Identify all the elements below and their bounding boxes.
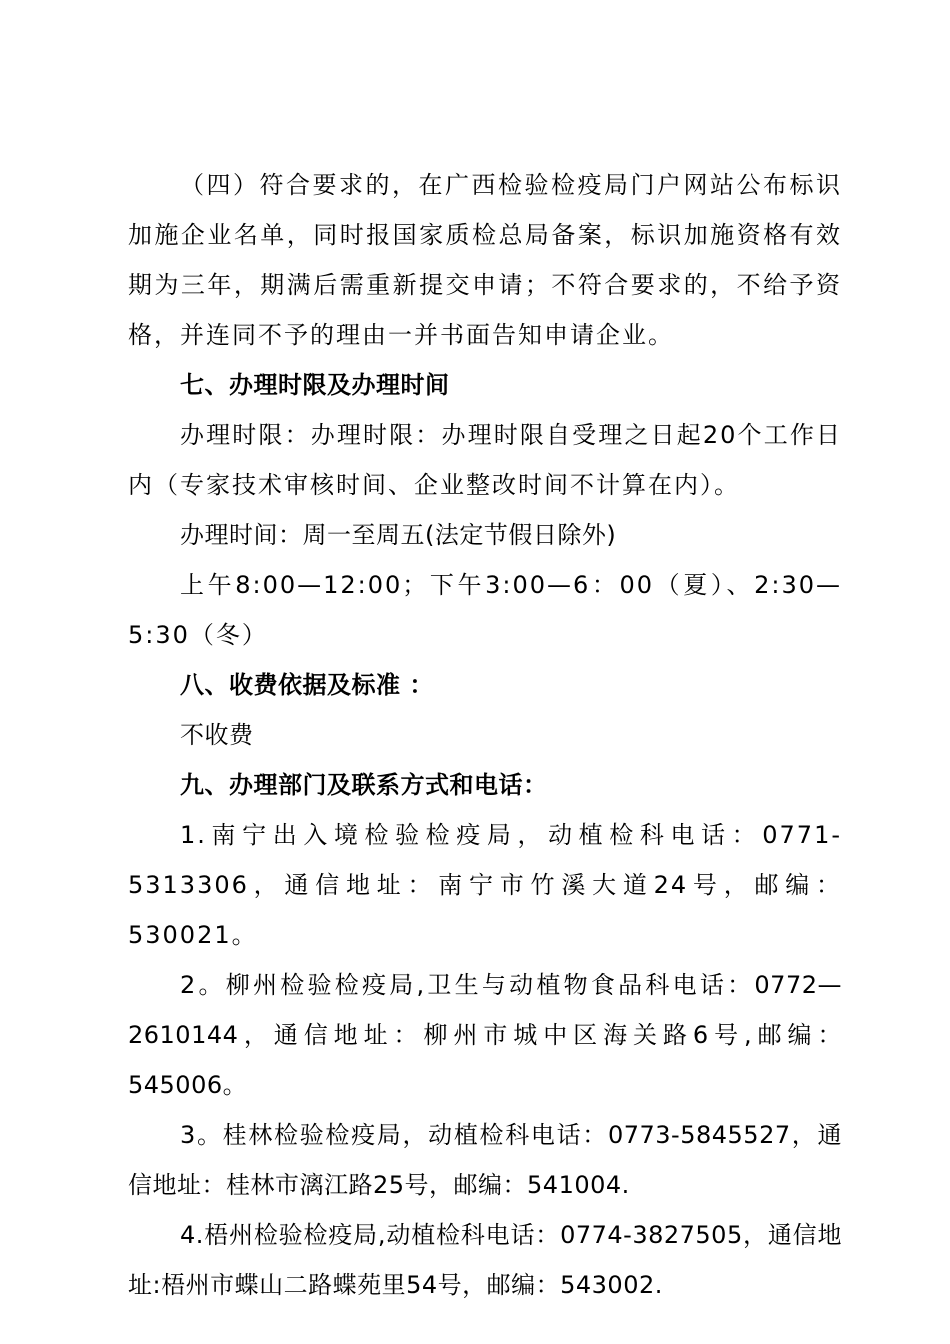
contact-item-nanning: 1.南宁出入境检验检疫局，动植检科电话：0771-5313306，通信地址：南宁市竹溪大道24号，邮编：530021。 (128, 821, 842, 949)
section-heading-contacts: 九、办理部门及联系方式和电话： (180, 771, 548, 799)
paragraph-qualification-result: （四）符合要求的，在广西检验检疫局门户网站公布标识加施企业名单，同时报国家质检总局备案，标识加施资格有效期为三年，期满后需重新提交申请；不符合要求的，不给予资格，并连同不予的理由一并书面告知申请企业。 (128, 171, 842, 349)
contact-item-liuzhou: 2。柳州检验检疫局,卫生与动植物食品科电话：0772—2610144，通信地址：柳州市城中区海关路6号,邮编：545006。 (128, 971, 842, 1099)
document-body (128, 160, 842, 1310)
paragraph-office-hours: 办理时间：周一至周五(法定节假日除外) (180, 521, 617, 549)
paragraph-hours-detail: 上午8:00—12:00；下午3:00—6：00（夏）、2:30—5:30（冬） (128, 571, 842, 649)
paragraph-fee: 不收费 (180, 721, 254, 749)
contact-item-guilin: 3。桂林检验检疫局，动植检科电话：0773-5845527，通信地址：桂林市漓江路25号，邮编：541004. (128, 1121, 842, 1199)
section-heading-time-limit: 七、办理时限及办理时间 (180, 371, 450, 399)
contact-item-wuzhou: 4.梧州检验检疫局,动植检科电话：0774-3827505，通信地址:梧州市蝶山二路蝶苑里54号，邮编：543002. (128, 1221, 842, 1299)
paragraph-time-limit: 办理时限：办理时限：办理时限自受理之日起20个工作日内（专家技术审核时间、企业整改时间不计算在内）。 (128, 421, 842, 499)
section-heading-fees: 八、收费依据及标准 ： (180, 671, 434, 699)
